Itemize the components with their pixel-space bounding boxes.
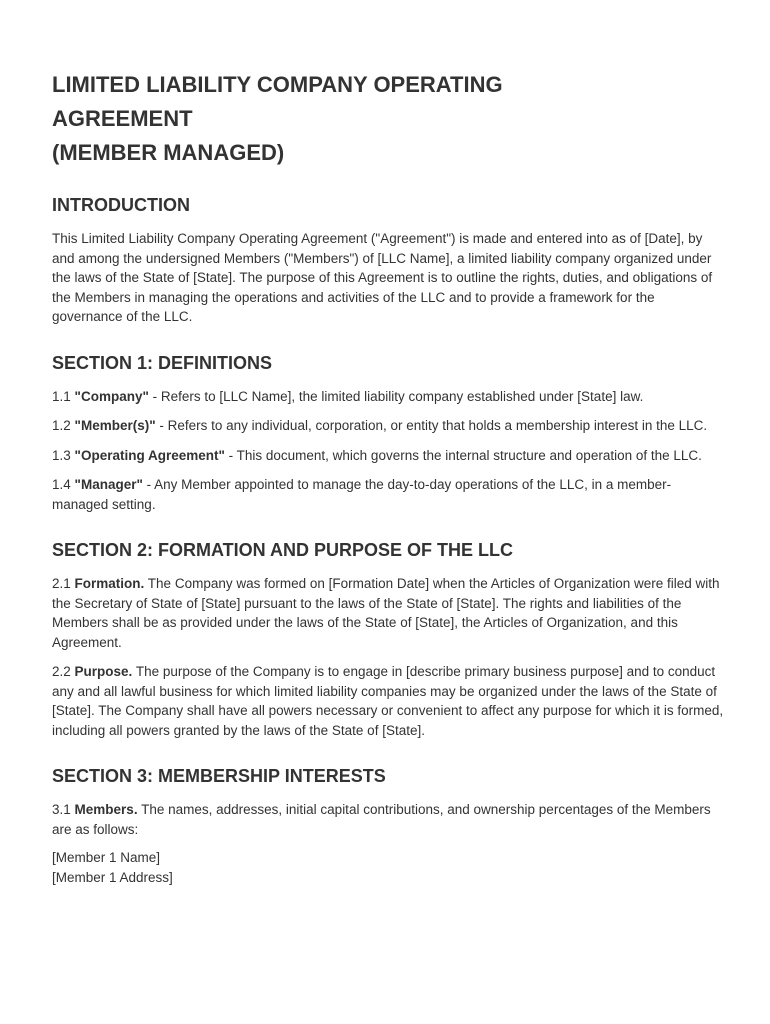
clause-text: The names, addresses, initial capital contributions, and ownership percentages of the Members are as follows: xyxy=(52,802,711,837)
title-line-1: LIMITED LIABILITY COMPANY OPERATING xyxy=(52,72,503,97)
definition-1-3 xyxy=(52,446,724,466)
clause-text: - This document, which governs the internal structure and operation of the LLC. xyxy=(224,447,702,463)
clause-number: 3.1 xyxy=(52,802,71,817)
section-3-heading: SECTION 3: MEMBERSHIP INTERESTS xyxy=(52,766,386,786)
definition-1-4 xyxy=(52,475,724,514)
clause-text: The Company was formed on [Formation Date] when the Articles of Organization were filed with the Secretary of State of [State] pursuant to the laws of the State of [State]. The rights and liabilities of the Members shall be as provided under the laws of the State of [State], the Articles of Organization, and this Agreement. xyxy=(52,576,720,650)
section-2-heading: SECTION 2: FORMATION AND PURPOSE OF THE LLC xyxy=(52,540,514,560)
introduction-heading: INTRODUCTION xyxy=(52,195,190,215)
member-1-address: [Member 1 Address] xyxy=(52,869,173,885)
clause-number: 1.4 xyxy=(52,477,71,492)
clause-term: "Operating Agreement" xyxy=(74,447,225,463)
clause-term: "Company" xyxy=(74,388,149,404)
member-list xyxy=(52,848,724,887)
clause-term: "Manager" xyxy=(74,477,143,492)
clause-term: Purpose. xyxy=(74,664,133,679)
member-1-name: [Member 1 Name] xyxy=(52,850,161,865)
title-line-3: (MEMBER MANAGED) xyxy=(52,140,285,165)
clause-2-1 xyxy=(52,574,724,652)
clause-term: Members. xyxy=(74,802,138,817)
document-title xyxy=(52,68,724,170)
clause-number: 1.1 xyxy=(52,388,71,404)
clause-number: 2.2 xyxy=(52,664,71,679)
introduction-paragraph: This Limited Liability Company Operating Agreement ("Agreement") is made and entered into as of [Date], by and among the undersigned Members ("Members") of [LLC Name], a limited liability company organized under the laws of the State of [State]. The purpose of this Agreement is to outline the rights, duties, and obligations of the Members in managing the operations and activities of the LLC and to provide a framework for the governance of the LLC. xyxy=(52,231,713,324)
clause-3-1 xyxy=(52,800,724,839)
definition-1-2 xyxy=(52,416,724,436)
clause-text: - Refers to [LLC Name], the limited liability company established under [State] law. xyxy=(148,388,644,404)
clause-text: - Any Member appointed to manage the day-to-day operations of the LLC, in a member-managed setting. xyxy=(52,477,672,512)
title-line-2: AGREEMENT xyxy=(52,106,193,131)
clause-term: "Member(s)" xyxy=(74,418,156,433)
clause-term: Formation. xyxy=(74,576,145,591)
clause-text: The purpose of the Company is to engage in [describe primary business purpose] and to conduct any and all lawful business for which limited liability companies may be organized under the laws of the State of [State]. The Company shall have all powers necessary or convenient to affect any purpose for which it is formed, including all powers granted by the laws of the State of [State]. xyxy=(52,664,724,738)
clause-text: - Refers to any individual, corporation, or entity that holds a membership interest in the LLC. xyxy=(155,418,708,433)
section-1-heading: SECTION 1: DEFINITIONS xyxy=(52,352,273,373)
clause-number: 1.2 xyxy=(52,418,71,433)
clause-number: 2.1 xyxy=(52,576,71,591)
clause-2-2 xyxy=(52,662,724,740)
definition-1-1 xyxy=(52,387,724,407)
clause-number: 1.3 xyxy=(52,447,71,463)
document-page xyxy=(52,68,724,887)
